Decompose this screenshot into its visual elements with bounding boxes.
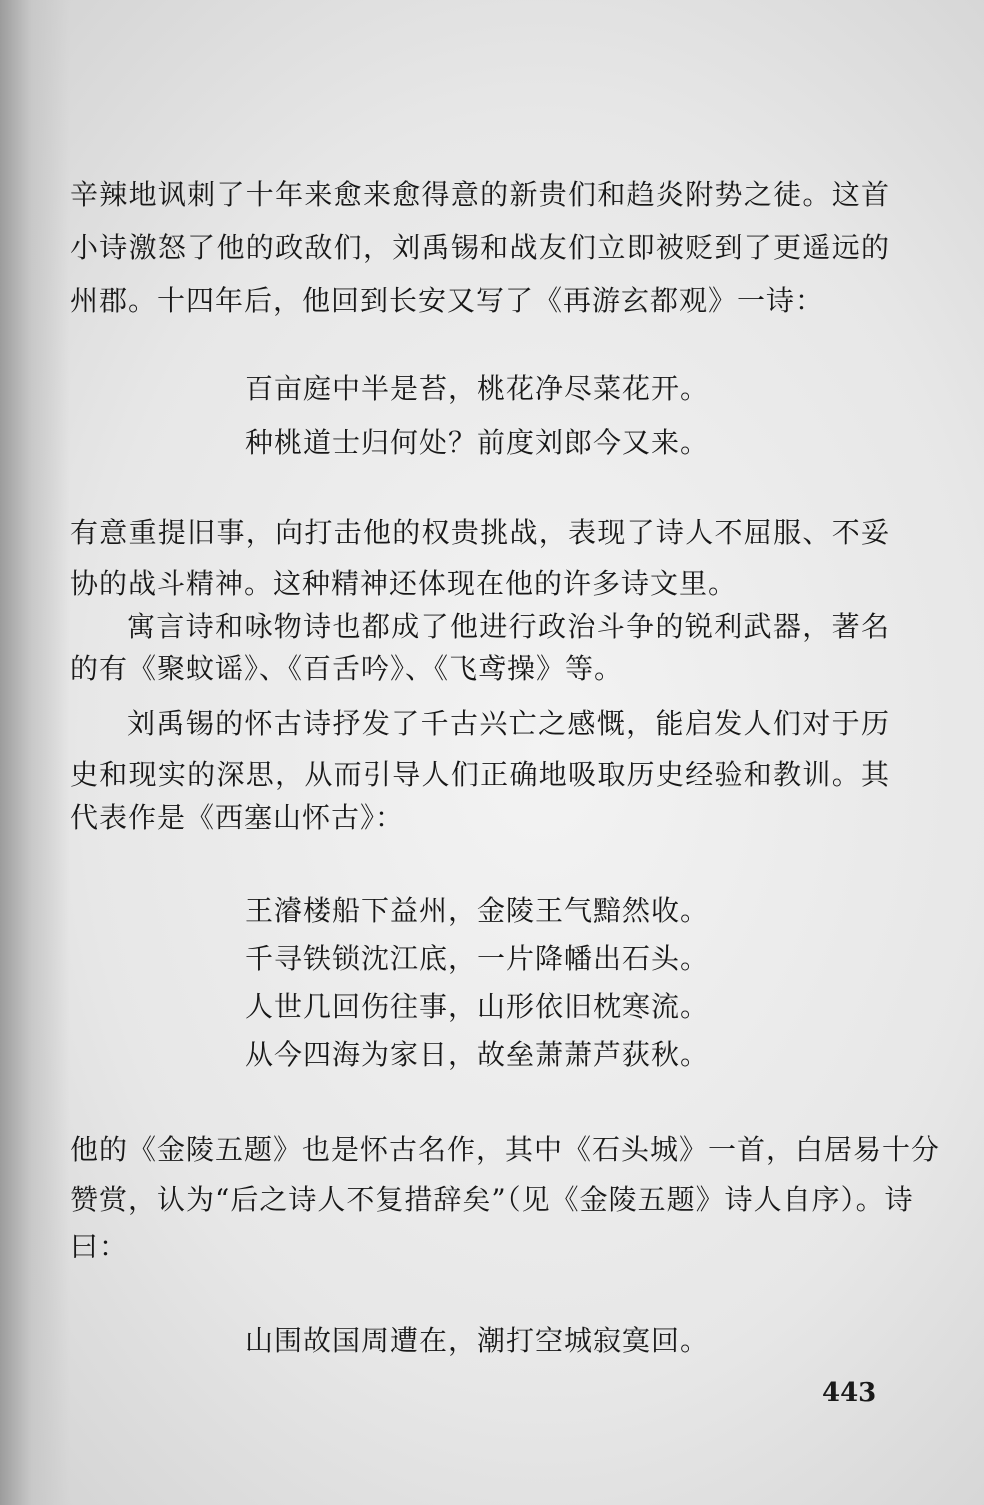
poem-line: 百亩庭中半是苔，桃花净尽菜花开。 [245,372,710,405]
page-binding-shadow [0,0,70,1505]
text-line: 曰： [70,1230,129,1263]
text-line: 州郡。十四年后，他回到长安又写了《再游玄都观》一诗： [70,284,825,317]
text-line: 史和现实的深思，从而引导人们正确地吸取历史经验和教训。其 [70,758,890,791]
text-line: 辛辣地讽刺了十年来愈来愈得意的新贵们和趋炎附势之徒。这首 [70,178,890,211]
page-number: 443 [822,1378,877,1408]
text-line: 小诗激怒了他的政敌们，刘禹锡和战友们立即被贬到了更遥远的 [70,231,890,264]
text-line: 赞赏，认为“后之诗人不复措辞矣”（见《金陵五题》诗人自序）。诗 [70,1183,914,1216]
poem-line: 王濬楼船下益州，金陵王气黯然收。 [245,894,710,927]
text-line: 的有《聚蚊谣》、《百舌吟》、《飞鸢操》等。 [70,652,624,685]
text-line: 刘禹锡的怀古诗抒发了千古兴亡之感慨，能启发人们对于历 [127,707,890,740]
text-line: 他的《金陵五题》也是怀古名作，其中《石头城》一首，白居易十分 [70,1133,941,1166]
poem-line: 种桃道士归何处？前度刘郎今又来。 [245,426,710,459]
text-line: 代表作是《西塞山怀古》： [70,801,405,834]
poem-line: 山围故国周遭在，潮打空城寂寞回。 [245,1324,710,1357]
text-line: 有意重提旧事，向打击他的权贵挑战，表现了诗人不屈服、不妥 [70,516,890,549]
poem-line: 千寻铁锁沈江底，一片降幡出石头。 [245,942,710,975]
text-line: 协的战斗精神。这种精神还体现在他的许多诗文里。 [70,567,738,600]
poem-line: 从今四海为家日，故垒萧萧芦荻秋。 [245,1038,710,1071]
text-line: 寓言诗和咏物诗也都成了他进行政治斗争的锐利武器，著名 [127,610,890,643]
poem-line: 人世几回伤往事，山形依旧枕寒流。 [245,990,710,1023]
